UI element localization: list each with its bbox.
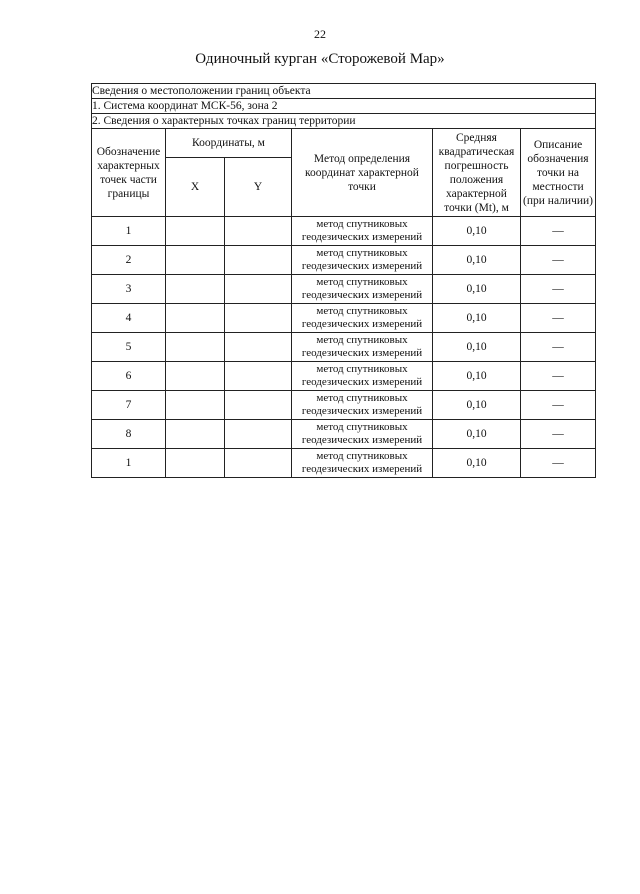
header-accuracy: Средняя квадратическая погрешность положения характерной точки (Mt), м: [433, 129, 521, 217]
description-cell: —: [521, 449, 596, 478]
point-cell: 3: [92, 275, 166, 304]
point-cell: 8: [92, 420, 166, 449]
method-cell: метод спутниковых геодезических измерений: [292, 449, 433, 478]
accuracy-cell: 0,10: [433, 391, 521, 420]
accuracy-cell: 0,10: [433, 217, 521, 246]
table-body: [92, 217, 596, 478]
table-row: [92, 420, 596, 449]
method-cell: метод спутниковых геодезических измерений: [292, 275, 433, 304]
description-cell: —: [521, 333, 596, 362]
table-row: [92, 275, 596, 304]
boundary-points-table: [91, 83, 596, 478]
table-row: [92, 449, 596, 478]
header-description: Описание обозначения точки на местности (при наличии): [521, 129, 596, 217]
x-cell: [166, 304, 225, 333]
x-cell: [166, 275, 225, 304]
y-cell: [225, 391, 292, 420]
method-cell: метод спутниковых геодезических измерений: [292, 333, 433, 362]
table-row: [92, 333, 596, 362]
method-cell: метод спутниковых геодезических измерений: [292, 246, 433, 275]
accuracy-cell: 0,10: [433, 449, 521, 478]
table-row: [92, 304, 596, 333]
table-row: [92, 391, 596, 420]
y-cell: [225, 217, 292, 246]
header-point-designation: Обозначение характерных точек части границы: [92, 129, 166, 217]
accuracy-cell: 0,10: [433, 246, 521, 275]
y-cell: [225, 275, 292, 304]
x-cell: [166, 420, 225, 449]
method-cell: метод спутниковых геодезических измерений: [292, 420, 433, 449]
banner-coordinate-system: 1. Система координат МСК-56, зона 2: [92, 99, 596, 114]
method-cell: метод спутниковых геодезических измерений: [292, 362, 433, 391]
banner-points-info: 2. Сведения о характерных точках границ территории: [92, 114, 596, 129]
x-cell: [166, 449, 225, 478]
description-cell: —: [521, 420, 596, 449]
table-row: [92, 362, 596, 391]
method-cell: метод спутниковых геодезических измерений: [292, 217, 433, 246]
header-x: X: [166, 158, 225, 217]
accuracy-cell: 0,10: [433, 275, 521, 304]
y-cell: [225, 246, 292, 275]
x-cell: [166, 246, 225, 275]
y-cell: [225, 304, 292, 333]
x-cell: [166, 362, 225, 391]
x-cell: [166, 217, 225, 246]
y-cell: [225, 362, 292, 391]
description-cell: —: [521, 304, 596, 333]
page-number: 22: [314, 27, 326, 41]
accuracy-cell: 0,10: [433, 420, 521, 449]
description-cell: —: [521, 362, 596, 391]
description-cell: —: [521, 246, 596, 275]
point-cell: 6: [92, 362, 166, 391]
description-cell: —: [521, 391, 596, 420]
x-cell: [166, 391, 225, 420]
point-cell: 5: [92, 333, 166, 362]
description-cell: —: [521, 275, 596, 304]
accuracy-cell: 0,10: [433, 304, 521, 333]
point-cell: 7: [92, 391, 166, 420]
banner-location-info: Сведения о местоположении границ объекта: [92, 84, 596, 99]
table-row: [92, 217, 596, 246]
table-row: [92, 246, 596, 275]
method-cell: метод спутниковых геодезических измерений: [292, 391, 433, 420]
description-cell: —: [521, 217, 596, 246]
point-cell: 1: [92, 217, 166, 246]
header-method: Метод определения координат характерной точки: [292, 129, 433, 217]
header-y: Y: [225, 158, 292, 217]
method-cell: метод спутниковых геодезических измерений: [292, 304, 433, 333]
y-cell: [225, 333, 292, 362]
document-title: Одиночный курган «Сторожевой Мар»: [195, 51, 445, 67]
y-cell: [225, 449, 292, 478]
header-coordinates: Координаты, м: [166, 129, 292, 158]
accuracy-cell: 0,10: [433, 362, 521, 391]
point-cell: 4: [92, 304, 166, 333]
x-cell: [166, 333, 225, 362]
accuracy-cell: 0,10: [433, 333, 521, 362]
y-cell: [225, 420, 292, 449]
point-cell: 1: [92, 449, 166, 478]
point-cell: 2: [92, 246, 166, 275]
